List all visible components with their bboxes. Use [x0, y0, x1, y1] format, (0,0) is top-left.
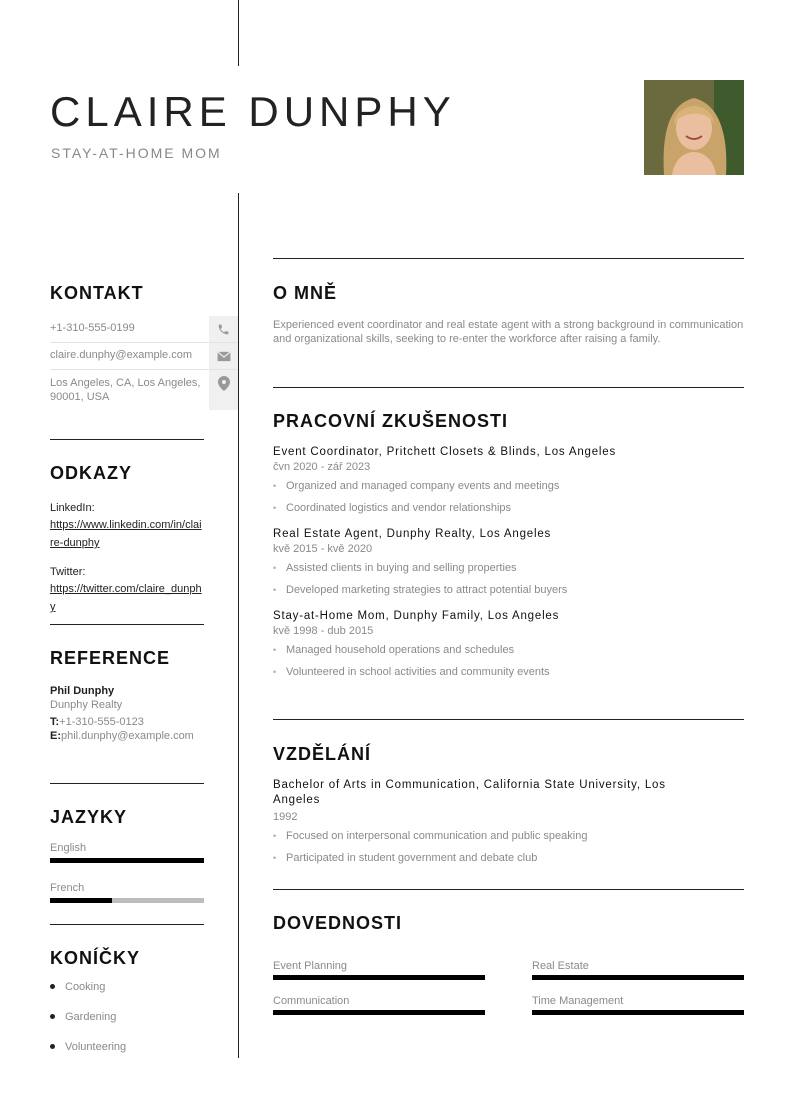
contact-phone[interactable]: +1-310-555-0199 — [50, 322, 135, 334]
reference-email-row — [50, 729, 204, 743]
experience-section — [273, 411, 744, 687]
column-divider-line — [238, 193, 239, 1058]
language-french — [50, 882, 204, 903]
degree-title: Bachelor of Arts in Communication, California State University, Los Angeles — [273, 779, 666, 806]
language-level-bar — [50, 858, 204, 863]
job-dates: kvě 2015 - kvě 2020 — [273, 543, 373, 555]
job-entry — [273, 610, 744, 679]
skill-name: Communication — [273, 995, 350, 1007]
hobby-item: Gardening — [50, 1011, 116, 1023]
candidate-name: CLAIRE DUNPHY — [50, 88, 456, 135]
skill-bar — [532, 975, 744, 980]
job-bullet: • Volunteered in school activities and community events — [273, 665, 744, 679]
hobby-item: Cooking — [50, 981, 105, 993]
job-bullet: • Developed marketing strategies to attract potential buyers — [273, 583, 744, 597]
reference-email[interactable]: phil.dunphy@example.com — [61, 730, 194, 742]
job-bullet: • Coordinated logistics and vendor relationships — [273, 501, 744, 515]
skill-name: Event Planning — [273, 960, 347, 972]
skill-name: Real Estate — [532, 960, 589, 972]
contact-email-row — [50, 343, 238, 370]
contact-address-row — [50, 370, 238, 410]
hobbies-section-title: KONÍČKY — [50, 948, 141, 968]
candidate-title: STAY-AT-HOME MOM — [51, 145, 222, 161]
hobby-item: Volunteering — [50, 1041, 126, 1053]
job-dates: kvě 1998 - dub 2015 — [273, 625, 374, 637]
contact-section-title: KONTAKT — [50, 283, 144, 303]
reference-company: Dunphy Realty — [50, 699, 123, 711]
about-text: Experienced event coordinator and real estate agent with a strong background in communication and organizational skills, seeking to re-enter the workforce after raising a family. — [273, 319, 744, 345]
contact-phone-row — [50, 316, 238, 343]
education-bullet: • Focused on interpersonal communication and public speaking — [273, 829, 713, 843]
job-bullet: • Managed household operations and schedules — [273, 643, 744, 657]
language-level-fill — [50, 858, 204, 863]
divider — [273, 258, 744, 259]
contact-email[interactable]: claire.dunphy@example.com — [50, 349, 193, 361]
reference-phone[interactable]: +1-310-555-0123 — [59, 716, 144, 728]
skills-section-title: DOVEDNOSTI — [273, 913, 403, 933]
divider — [273, 719, 744, 720]
job-entry — [273, 446, 744, 515]
bullet-icon — [50, 1044, 55, 1049]
job-title: Real Estate Agent, Dunphy Realty, Los Angeles — [273, 528, 552, 540]
skill-bar — [273, 975, 485, 980]
job-bullet: • Assisted clients in buying and selling properties — [273, 561, 744, 575]
experience-section-title: PRACOVNÍ ZKUŠENOSTI — [273, 411, 509, 431]
language-name: French — [50, 882, 85, 894]
education-section — [273, 744, 744, 873]
bullet-icon — [50, 1014, 55, 1019]
location-pin-icon — [209, 370, 238, 410]
divider — [50, 924, 204, 925]
about-section-title: O MNĚ — [273, 283, 338, 303]
reference-email-label: E: — [50, 730, 61, 742]
job-dates: čvn 2020 - zář 2023 — [273, 461, 371, 473]
reference-phone-label: T: — [50, 716, 60, 728]
skill-item — [532, 995, 744, 1015]
reference-section — [50, 648, 204, 743]
divider — [50, 439, 204, 440]
divider — [273, 387, 744, 388]
skill-bar — [273, 1010, 485, 1015]
top-divider-line — [238, 0, 239, 66]
languages-section — [50, 807, 204, 903]
skill-name: Time Management — [532, 995, 624, 1007]
reference-section-title: REFERENCE — [50, 648, 171, 668]
links-section-title: ODKAZY — [50, 463, 132, 483]
bullet-icon — [50, 984, 55, 989]
skill-item — [273, 960, 485, 980]
divider — [273, 889, 744, 890]
linkedin-link[interactable]: https://www.linkedin.com/in/claire-dunphy — [50, 519, 202, 549]
divider — [50, 783, 204, 784]
job-entry — [273, 528, 744, 597]
divider — [50, 624, 204, 625]
reference-name: Phil Dunphy — [50, 685, 115, 697]
language-name: English — [50, 842, 87, 854]
profile-photo — [644, 80, 744, 175]
job-title: Stay-at-Home Mom, Dunphy Family, Los Angeles — [273, 610, 560, 622]
about-section — [273, 283, 744, 346]
education-bullet: • Participated in student government and debate club — [273, 851, 713, 865]
phone-icon — [209, 316, 238, 342]
job-title: Event Coordinator, Pritchett Closets & Blinds, Los Angeles — [273, 446, 617, 458]
language-level-fill — [50, 898, 112, 903]
languages-section-title: JAZYKY — [50, 807, 128, 827]
skill-item — [273, 995, 485, 1015]
language-level-bar — [50, 898, 204, 903]
linkedin-label: LinkedIn: — [50, 502, 95, 514]
reference-phone-row — [50, 715, 204, 729]
degree-year: 1992 — [273, 811, 298, 823]
education-section-title: VZDĚLÁNÍ — [273, 744, 371, 764]
skill-item — [532, 960, 744, 980]
twitter-link[interactable]: https://twitter.com/claire_dunphy — [50, 583, 202, 613]
twitter-label: Twitter: — [50, 566, 86, 578]
links-section — [50, 463, 204, 615]
skill-bar — [532, 1010, 744, 1015]
education-entry — [273, 778, 713, 865]
envelope-icon — [209, 343, 238, 369]
contact-address: Los Angeles, CA, Los Angeles, 90001, USA — [50, 377, 201, 403]
job-bullet: • Organized and managed company events and meetings — [273, 479, 744, 493]
language-english — [50, 842, 204, 863]
